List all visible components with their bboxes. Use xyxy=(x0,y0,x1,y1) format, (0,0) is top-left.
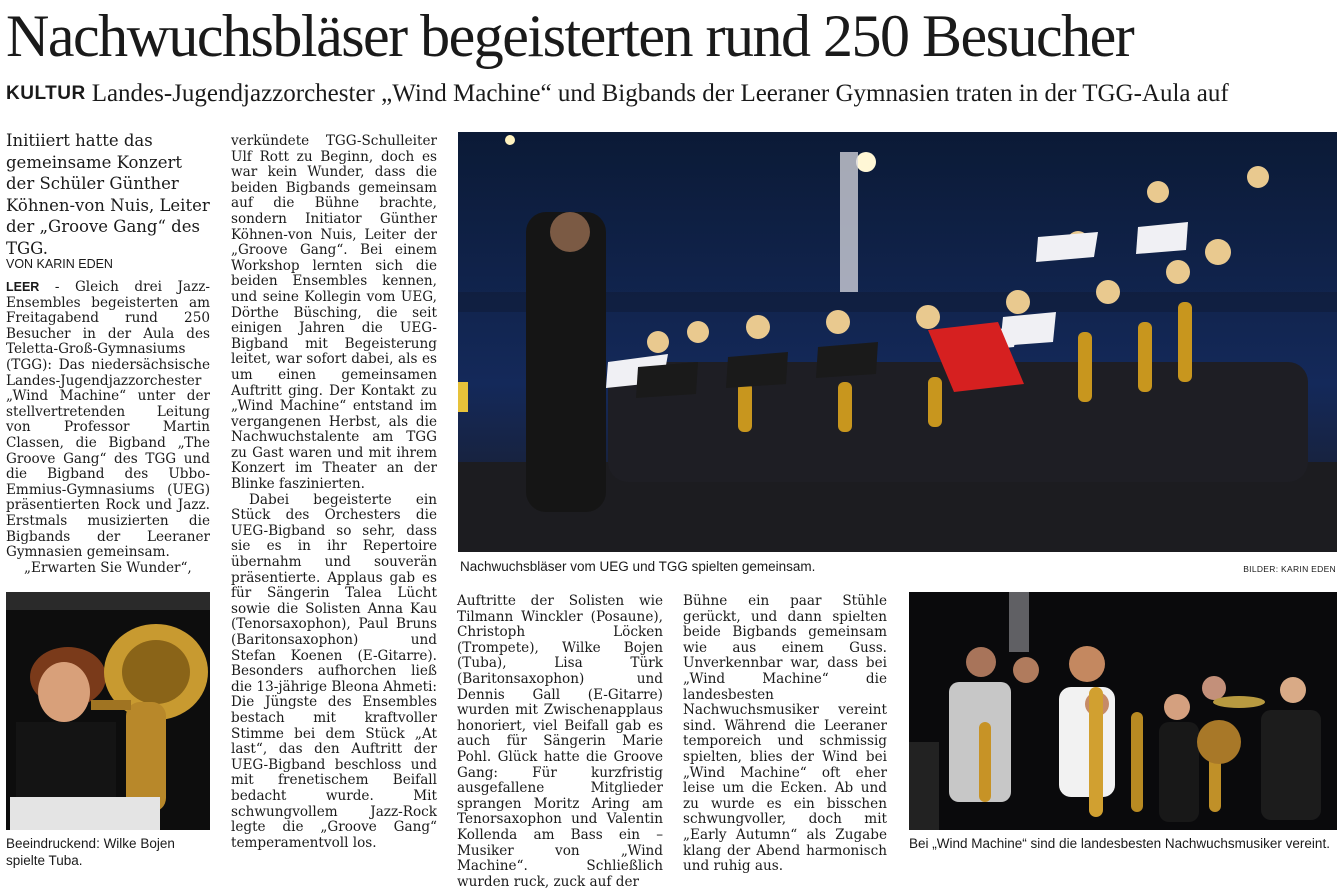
article-column-3 xyxy=(457,594,663,890)
col1-paragraph-2: „Erwarten Sie Wunder“, xyxy=(24,559,192,576)
col1-paragraph-1: - Gleich drei Jazz-Ensembles begeisterten am Freitagabend rund 250 Besucher in der Aula des Teletta-Groß-Gymnasiums (TGG): Das niedersächsische Landes-Jugendjazzorchester „Wind Machine“ unter der stellvertretenden Leitung von Professor Martin Classen, die Bigband „The Groove Gang“ des TGG und die Bigband des Ubbo-Emmius-Gymnasiums (UEG) präsentierten Rock und Jazz. Erstmals musizierten die Bigbands der Leeraner Gymnasien gemeinsam. xyxy=(6,279,210,561)
col4-paragraph-1: Bühne ein paar Stühle gerückt, und dann spielten beide Bigbands gemeinsam wie aus einem Guss. Unverkennbar war, dass bei „Wind Machine“ die landesbesten Nachwuchsmusiker vereint sind. Während die Leeraner temporeich und schmissig spielten, blies der Wind bei „Wind Machine“ oft eher leise um die Ecken. Ab und zu wurde es ein bisschen schwungvoller, doch mit „Early Autumn“ als Zugabe klang der Abend harmonisch und ruhig aus. xyxy=(683,593,887,875)
subheadline xyxy=(6,78,1336,110)
intro-text: Initiiert hatte das gemeinsame Konzert der Schüler Günther Köhnen-von Nuis, Leiter der „Groove Gang“ des TGG. xyxy=(6,131,210,258)
photo-credit: BILDER: KARIN EDEN xyxy=(1243,564,1336,574)
tuba-photo-caption: Beeindruckend: Wilke Bojen spielte Tuba. xyxy=(6,836,175,868)
article-column-2 xyxy=(231,134,437,851)
col2-paragraph-2: Dabei begeisterte ein Stück des Orchesters die UEG-Bigband so sehr, dass sie es in ihr Repertoire übernahm und souverän präsentierte. Applaus gab es für Sängerin Talea Lücht sowie die Solisten Anna Kau (Tenorsaxophon), Paul Bruns (Baritonsaxophon) und Stefan Koenen (E-Gitarre). Besonders aufhorchen ließ die 13-jährige Bleona Ahmeti: Die Jüngste des Ensembles bestach mit kraftvoller Stimme bei dem Stück „At last“, das den Auftritt der UEG-Bigband beschloss und mit frenetischem Beifall bedacht wurde. Mit schwungvollem Jazz-Rock legte die „Groove Gang“ temperamentvoll los. xyxy=(231,491,437,851)
subheadline-text: Landes-Jugendjazzorchester „Wind Machine“ und Bigbands der Leeraner Gymnasien traten in der TGG-Aula auf xyxy=(91,80,1229,107)
wind-machine-photo-caption: Bei „Wind Machine“ sind die landesbesten Nachwuchsmusiker vereint. xyxy=(909,836,1330,851)
section-kicker: KULTUR xyxy=(6,83,86,104)
byline: VON KARIN EDEN xyxy=(6,257,113,271)
col3-paragraph-1: Auftritte der Solisten wie Tilmann Winckler (Posaune), Christoph Löcken (Trompete), Wilke Bojen (Tuba), Lisa Türk (Baritonsaxophon) und Dennis Gall (E-Gitarre) wurden mit Zwischenapplaus honoriert, viel Beifall gab es auch für Sängerin Marie Pohl. Glück hatte die Groove Gang: Für kurzfristig ausgefallene Mitglieder sprangen Moritz Aring am Tenorsaxophon und Valentin Kollenda am Bass ein – Musiker von „Wind Machine“. Schließlich wurden ruck, zuck auf der xyxy=(457,593,663,890)
col2-paragraph-1: verkündete TGG-Schulleiter Ulf Rott zu Beginn, doch es war kein Wunder, dass die beiden Bigbands gemeinsam auf die Bühne brachte, sondern Initiator Günther Köhnen-von Nuis, Leiter der „Groove Gang“. Bei einem Workshop lernten sich die beiden Ensembles kennen, und seine Kollegin vom UEG, Dörthe Büsching, die seit einigen Jahren die UEG-Bigband mit Begeisterung leitet, war sofort dabei, als es um einen gemeinsamen Auftritt ging. Der Kontakt zu „Wind Machine“ entstand im vergangenen Herbst, als die Nachwuchstalente am TGG zu Gast waren und mit ihrem Konzert im Theater an der Blinke faszinierten. xyxy=(231,133,437,493)
wind-machine-photo xyxy=(909,592,1337,830)
article-column-4 xyxy=(683,594,887,875)
tuba-photo xyxy=(6,592,210,830)
article-column-1 xyxy=(6,280,210,576)
main-photo-caption: Nachwuchsbläser vom UEG und TGG spielten gemeinsam. xyxy=(460,559,816,574)
main-concert-photo xyxy=(458,132,1337,552)
headline: Nachwuchsbläser begeisterten rund 250 Besucher xyxy=(6,3,1134,69)
dateline: LEER xyxy=(6,280,40,294)
